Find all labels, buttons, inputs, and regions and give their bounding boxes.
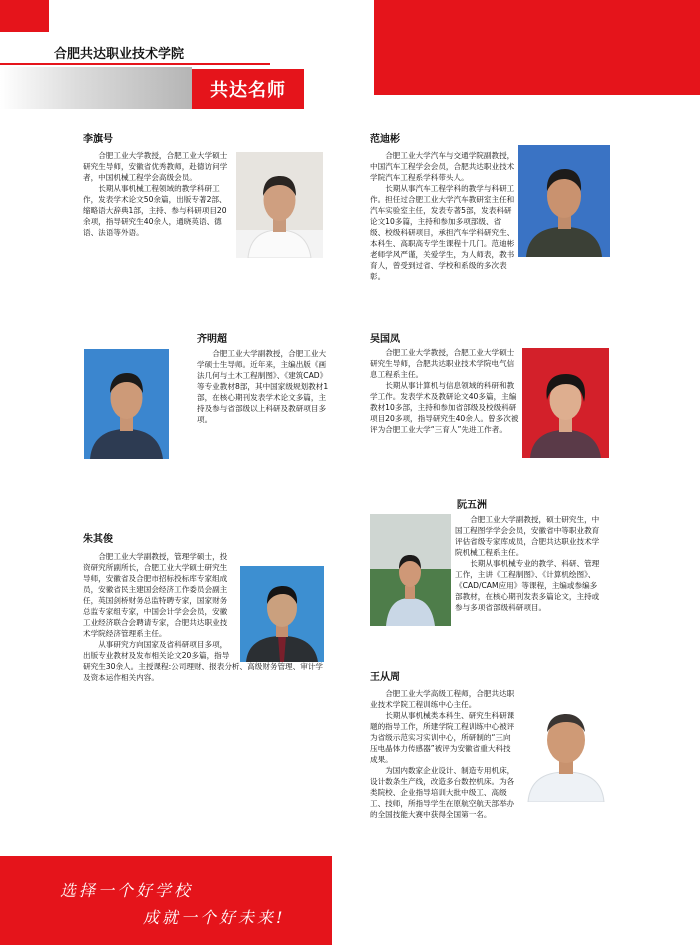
bio-paragraph: 长期从事汽车工程学科的教学与科研工作。担任过合肥工业大学汽车教研室主任和汽车实验室主任，发表专著5部，发表科研论文10多篇，主持和参加多项部级、省级、校级科研项目，承担汽车学科研究生、本科生、高职高专学生课程十几门。范迪彬老师学风严谨，关爱学生，为人师表，教书育人，曾受到过省、学校和系级的多次表彰。 [370,184,515,281]
teacher-bio [370,347,520,435]
bio-paragraph: 长期从事机械类本科生、研究生科研课题的指导工作，所建学院工程训练中心被评为省级示范实习实训中心，所研制的“三向压电晶体力传感器”被评为安徽省重大科技成果。 [370,711,515,764]
bio-paragraph: 为国内数家企业设计、制造专用机床，设计数条生产线，改造多台数控机床。为各类院校、企业指导培训大批中级工、高级工、技师，所指导学生在原航空航天部举办的全国技能大赛中获得全国第一名。 [370,766,515,819]
teacher-name: 范迪彬 [370,134,400,145]
bio-paragraph: 合肥工业大学副教授，管理学硕士，投资研究所副所长，合肥工业大学硕士研究生导师，安徽省及合肥市招标投标库专家组成员，安徽省民主建国会经济工作委员会副主任，英国剑桥财务总监特聘专家，国家财务总监专家组专家，中国会计学会会员，安徽工业经济联合会聘请专家，合肥共达职业技术学院经济管理系主任。 [83,552,228,638]
bio-paragraph: 长期从事计算机与信息领域的科研和教学工作。发表学术及教研论文40多篇，主编教材10多部，主持和参加省部级及校级科研项目20多项，指导研究生40余人。曾多次被评为合肥工业大学“三育人”先进工作者。 [370,381,519,434]
teacher-name: 齐明超 [197,334,227,345]
teacher-bio [83,150,233,238]
teacher-name: 王从周 [370,672,400,683]
bio-paragraph: 合肥工业大学教授，合肥工业大学硕士研究生导师，合肥共达职业技术学院电气信息工程系主任。 [370,348,515,379]
header-red-block [374,0,700,95]
slogan-line-1: 选择一个好学校 [60,881,194,900]
bio-paragraph: 合肥工业大学高级工程师，合肥共达职业技术学院工程训练中心主任。 [370,689,515,709]
teacher-photo [522,690,610,802]
teacher-bio [197,348,332,425]
bio-paragraph: 合肥工业大学副教授，硕士研究生，中国工程图学学会会员，安徽省中等职业教育评估省级专家库成员，合肥共达职业技术学院机械工程系主任。 [455,515,600,557]
teacher-photo [236,152,323,258]
teacher-photo [84,349,169,459]
teacher-photo [518,145,610,257]
bio-paragraph: 合肥工业大学汽车与交通学院副教授，中国汽车工程学会会员，合肥共达职业技术学院汽车工程系学科带头人。 [370,151,515,182]
teacher-name: 阮五洲 [457,500,487,511]
bio-paragraph: 长期从事机械工程领域的教学科研工作，发表学术论文50余篇，出版专著2部、缩略语大辞典1部，主持、参与科研项目20余项，指导研究生40余人，通晓英语、德语、法语等外语。 [83,184,227,237]
school-name: 合肥共达职业技术学院 [54,47,185,62]
corner-decoration [0,0,49,32]
bio-paragraph: 合肥工业大学副教授，合肥工业大学硕士生导师。近年来，主编出版《画法几何与土木工程制图》、《建筑CAD》等专业教材8部，其中国家级规划教材1部，在核心期刊发表学术论文多篇，主持及参与省部级以上科研及教研项目多项。 [197,349,329,424]
teacher-name: 吴国凤 [370,334,400,345]
teacher-bio [370,150,515,282]
slogan-line-2: 成就一个好未来! [143,908,286,927]
teacher-photo [240,566,324,662]
header-gradient-bar [0,67,192,109]
teacher-name: 李旗号 [83,134,113,145]
bio-paragraph: 合肥工业大学教授，合肥工业大学硕士研究生导师，安徽省优秀教师，赴德访问学者，中国机械工程学会高级会员。 [83,151,228,182]
bio-paragraph: 从事研究方向国家及省科研项目多项，出版专业教材及发布相关论文20多篇，指导研究生30余人。主授课程:公司理财、报表分析、高级财务管理、审计学及资本运作相关内容。 [83,640,324,682]
teacher-bio [370,514,600,626]
teacher-name: 朱其俊 [83,534,113,545]
bio-paragraph: 长期从事机械专业的教学、科研、管理工作，主讲《工程制图》、《计算机绘图》、《CAD/CAM应用》等课程，主编或参编多部教材，在核心期刊发表多篇论文，主持或参与多项省部级科研项目。 [455,559,600,612]
section-title: 共达名师 [192,69,304,109]
header-divider [0,63,270,65]
teacher-photo [522,348,609,458]
